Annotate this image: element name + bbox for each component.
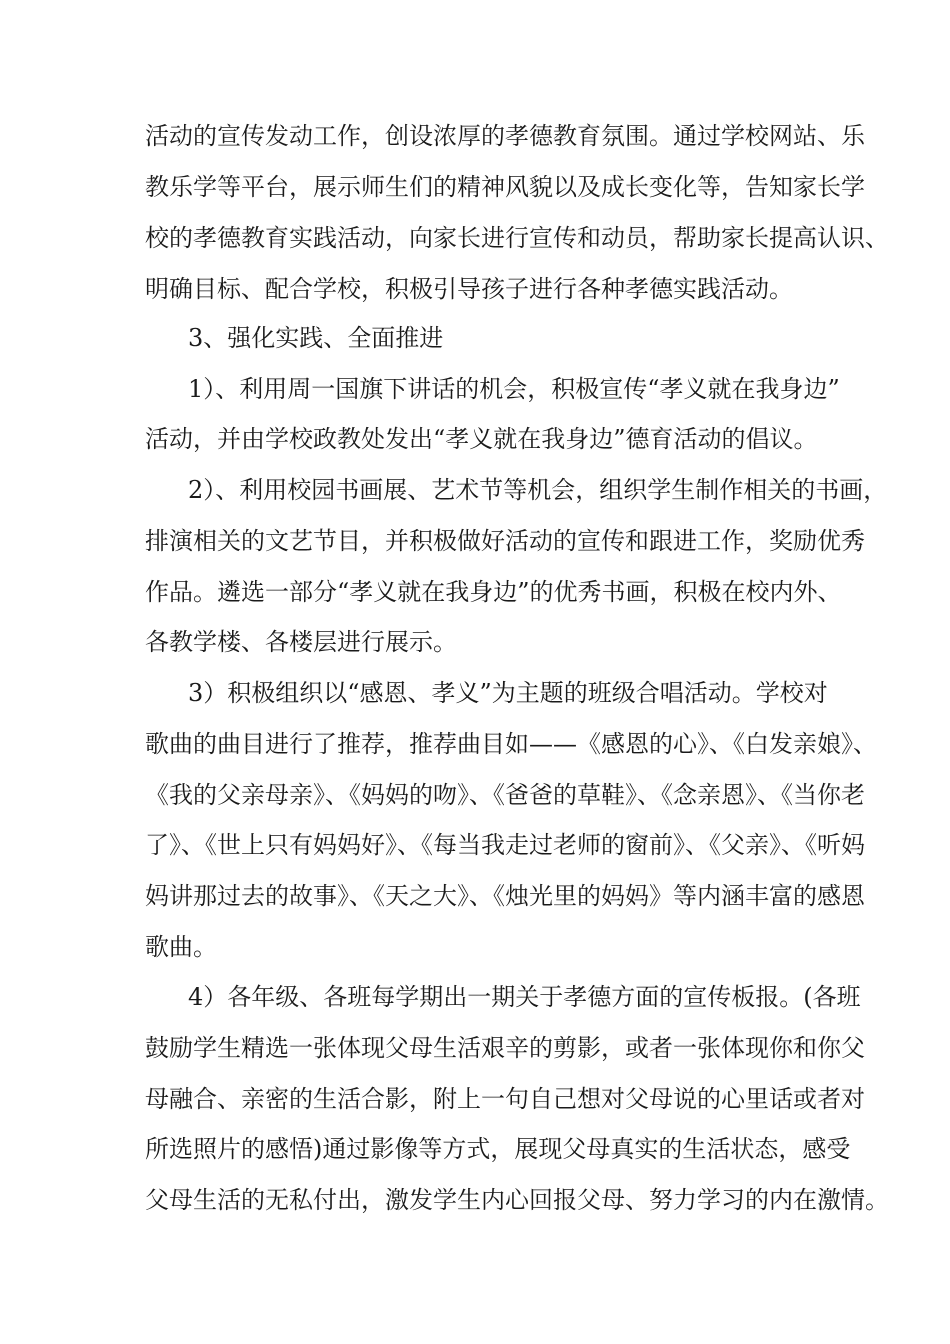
body-text-line: 《我的父亲母亲》、《妈妈的吻》、《爸爸的草鞋》、《念亲恩》、《当你老 <box>145 781 865 809</box>
paragraph-first-line: 2）、利用校园书画展、艺术节等机会，组织学生制作相关的书画， <box>188 476 888 504</box>
body-text-line: 了》、《世上只有妈妈好》、《每当我走过老师的窗前》、《父亲》、《听妈 <box>145 831 865 859</box>
body-text-line: 父母生活的无私付出，激发学生内心回报父母、努力学习的内在激情。 <box>145 1186 889 1214</box>
body-text-line: 歌曲的曲目进行了推荐，推荐曲目如——《感恩的心》、《白发亲娘》、 <box>145 730 877 758</box>
body-text-line: 鼓励学生精选一张体现父母生活艰辛的剪影，或者一张体现你和你父 <box>145 1034 865 1062</box>
body-text-line: 各教学楼、各楼层进行展示。 <box>145 628 457 656</box>
body-text-line: 校的孝德教育实践活动，向家长进行宣传和动员，帮助家长提高认识、 <box>145 224 889 252</box>
body-text-line: 所选照片的感悟)通过影像等方式，展现父母真实的生活状态，感受 <box>145 1135 851 1163</box>
body-text-line: 明确目标、配合学校，积极引导孩子进行各种孝德实践活动。 <box>145 275 793 303</box>
paragraph-first-line: 1）、利用周一国旗下讲话的机会，积极宣传“孝义就在我身边” <box>188 375 840 403</box>
body-text-line: 歌曲。 <box>145 933 217 961</box>
body-text-line: 母融合、亲密的生活合影，附上一句自己想对父母说的心里话或者对 <box>145 1085 865 1113</box>
section-heading: 3、强化实践、全面推进 <box>188 324 444 352</box>
body-text-line: 活动的宣传发动工作，创设浓厚的孝德教育氛围。通过学校网站、乐 <box>145 122 865 150</box>
body-text-line: 教乐学等平台，展示师生们的精神风貌以及成长变化等，告知家长学 <box>145 173 865 201</box>
body-text-line: 排演相关的文艺节目，并积极做好活动的宣传和跟进工作，奖励优秀 <box>145 527 865 555</box>
body-text-line: 妈讲那过去的故事》、《天之大》、《烛光里的妈妈》等内涵丰富的感恩 <box>145 882 865 910</box>
paragraph-first-line: 4）各年级、各班每学期出一期关于孝德方面的宣传板报。(各班 <box>188 983 861 1011</box>
paragraph-first-line: 3）积极组织以“感恩、孝义”为主题的班级合唱活动。学校对 <box>188 679 828 707</box>
body-text-line: 活动，并由学校政教处发出“孝义就在我身边”德育活动的倡议。 <box>145 425 818 453</box>
body-text-line: 作品。遴选一部分“孝义就在我身边”的优秀书画，积极在校内外、 <box>145 578 842 606</box>
